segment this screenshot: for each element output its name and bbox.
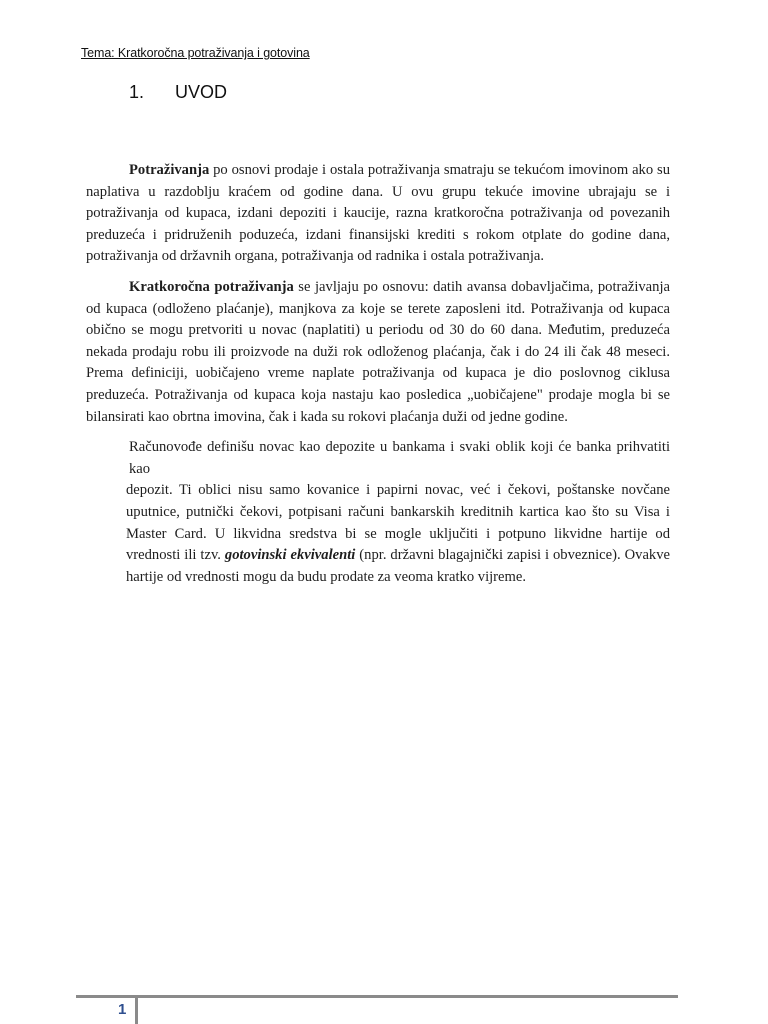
paragraph-receivables [86, 160, 670, 268]
page-number: 1 [118, 1001, 127, 1018]
paragraph-line: Računovođe definišu novac kao depozite u bankama i svaki oblik koji će banka prihvatiti kao [129, 439, 670, 477]
footer-divider [135, 995, 138, 1024]
paragraph-continued [86, 480, 670, 588]
paragraph-text: (npr. državni blagajnički zapisi i obveznice). Ovakve hartije od vrednosti mogu da budu prodate za veoma kratko vijreme. [126, 547, 670, 585]
section-number: 1. [129, 82, 145, 102]
paragraph-lead-term: Kratkoročna potraživanja [129, 278, 294, 295]
document-body [86, 160, 670, 597]
paragraph-text: depozit. Ti oblici nisu samo kovanice i papirni novac, već i čekovi, poštanske novčane uputnice, putnički čekovi, potpisani računi bankarskih kreditnih kartica kao što su Visa i Master Card. U likvidna sredstva bi se mogle uključiti i potpuno likvidne hartije od vrednosti ili tzv. [126, 482, 670, 564]
page-header-topic: Tema: Kratkoročna potraživanja i gotovina [81, 46, 310, 60]
footer-rule [76, 995, 678, 998]
paragraph-text: po osnovi prodaje i ostala potraživanja smatraju se tekućom imovinom ako su naplativa u razdoblju kraćem od godine dana. U ovu grupu tekuće imovine ubrajaju se i potraživanja od kupaca, izdani depoziti i kaucije, razna kratkoročna potraživanja od povezanih preduzeća i pridruženih poduzeća, izdani finansijski krediti s rokom otplate do godine dana, potraživanja od državnih organa, potraživanja od radnika i ostala potraživanja. [86, 162, 670, 265]
paragraph-lead-term: Potraživanja [129, 162, 210, 178]
section-title: UVOD [175, 82, 228, 102]
paragraph-text: se javljaju po osnovu: datih avansa dobavljačima, potraživanja od kupaca (odloženo plaćanje), manjkova za koje se terete zaposleni itd. Potraživanja od kupaca obično se mogu pretvoriti u novac (naplatiti) u periodu od 30 do 60 dana. Međutim, preduzeća nekada prodaju robu ili proizvode na duži rok odloženog plaćanja, čak i do 24 ili čak 48 meseci. Prema definiciji, uobičajeno vreme naplate potraživanja od kupaca je dio poslovnog ciklusa preduzeća. Potraživanja od kupaca koja nastaju kao posledica „uobičajene" prodaje mogla bi se bilansirati kao obrtna imovina, čak i kada su rokovi plaćanja duži od jedne godine. [86, 278, 670, 425]
section-heading [129, 82, 227, 103]
paragraph-short-term-receivables [86, 277, 670, 428]
paragraph-cash-definition [86, 437, 670, 588]
emphasized-term: gotovinski ekvivalenti [224, 547, 356, 564]
